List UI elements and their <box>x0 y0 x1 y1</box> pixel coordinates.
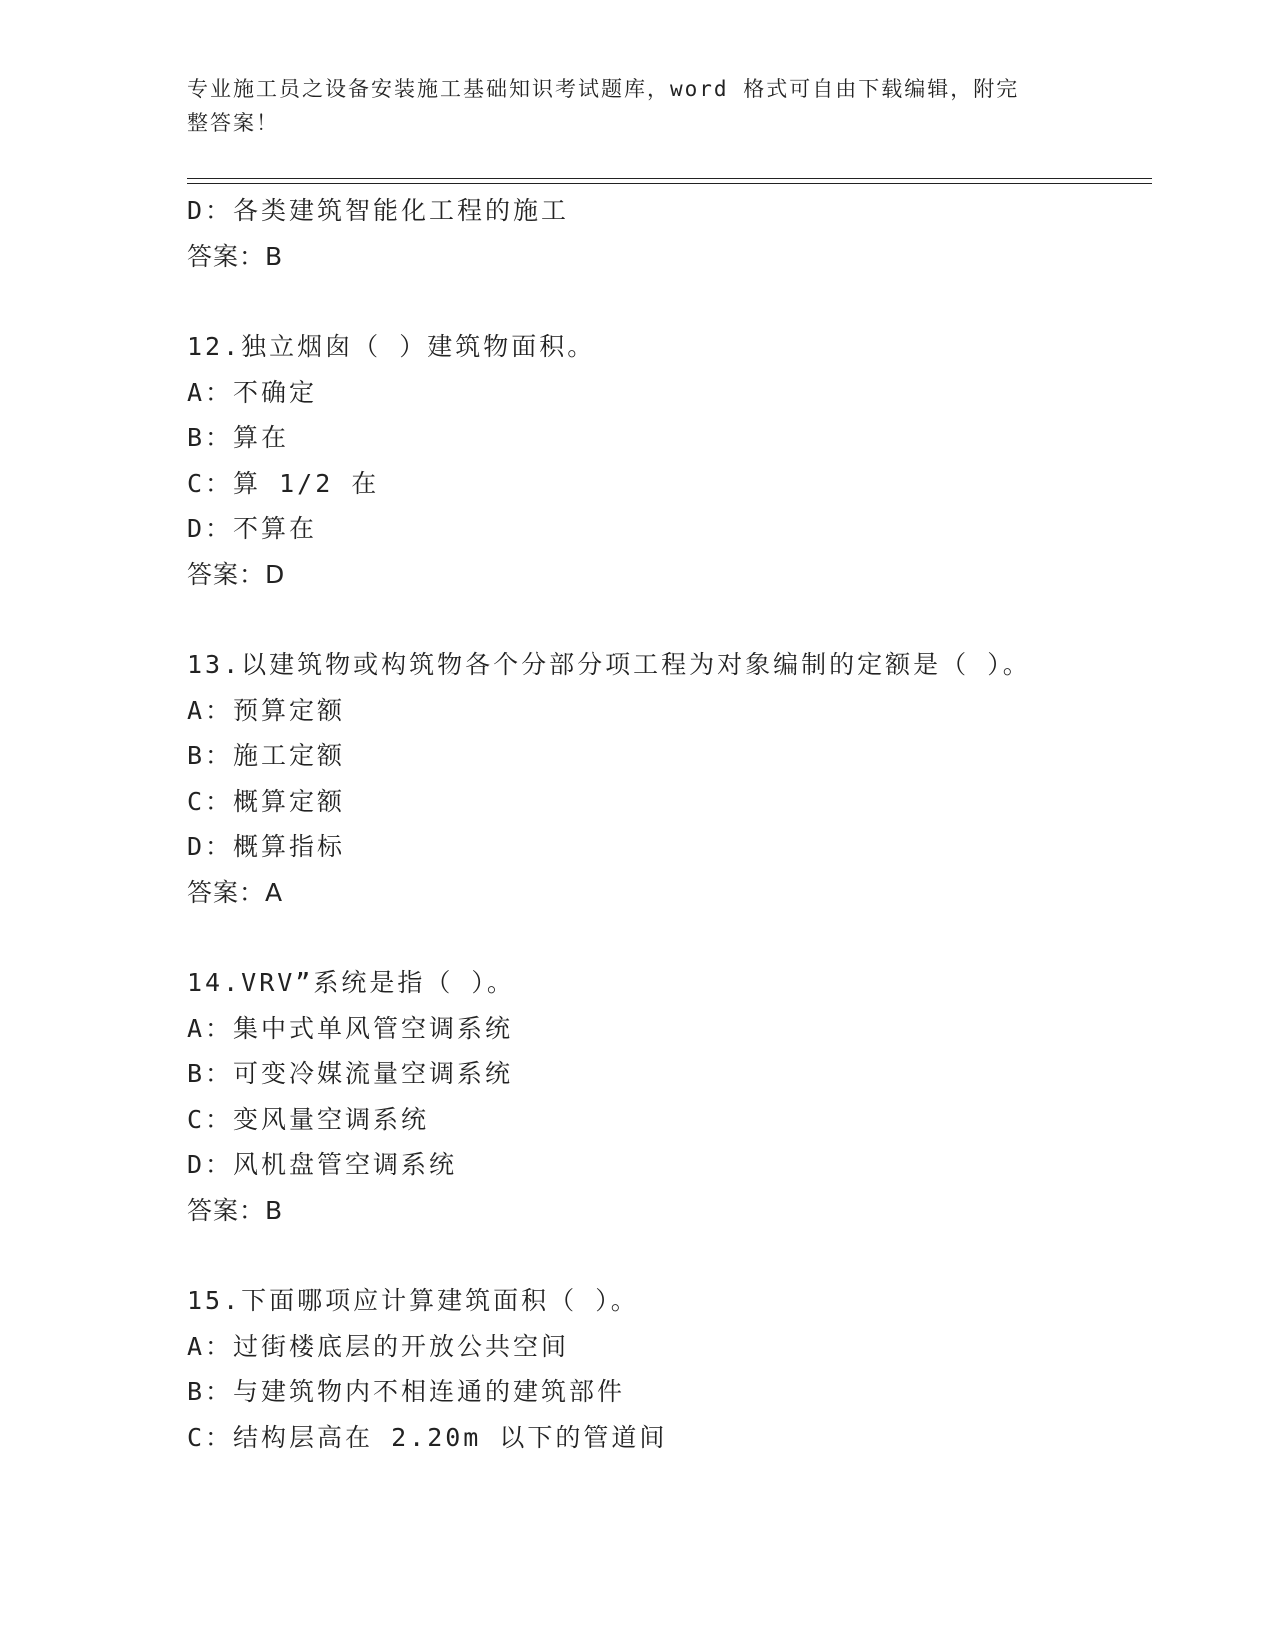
option-d: D：不算在 <box>187 514 318 543</box>
option-b: B：施工定额 <box>187 741 346 770</box>
answer-line: 答案：B <box>187 1195 284 1225</box>
header-line-1: 专业施工员之设备安装施工基础知识考试题库，word 格式可自由下载编辑，附完 <box>187 77 1020 101</box>
option-c: C：概算定额 <box>187 786 346 816</box>
option-b: B：与建筑物内不相连通的建筑部件 <box>187 1377 626 1406</box>
header-divider-top <box>187 178 1152 179</box>
option-b: B：可变冷媒流量空调系统 <box>187 1059 514 1088</box>
option-a: A：不确定 <box>187 377 318 407</box>
option-c: C：变风量空调系统 <box>187 1104 430 1134</box>
header-line-2: 整答案！ <box>187 111 279 135</box>
question-stem: 15.下面哪项应计算建筑面积（ ）。 <box>187 1286 639 1315</box>
option-a: A：预算定额 <box>187 695 346 725</box>
option-d: D：各类建筑智能化工程的施工 <box>187 196 570 225</box>
header-divider-bottom <box>187 183 1152 184</box>
option-d: D：风机盘管空调系统 <box>187 1150 458 1179</box>
answer-line: 答案：A <box>187 877 284 907</box>
answer-line: 答案：D <box>187 559 286 589</box>
option-c: C：算 1/2 在 <box>187 468 380 498</box>
question-stem: 14.VRV”系统是指（ ）。 <box>187 968 515 997</box>
question-stem: 12.独立烟囱（ ）建筑物面积。 <box>187 332 596 361</box>
option-a: A：集中式单风管空调系统 <box>187 1013 514 1043</box>
question-list <box>187 188 1147 1460</box>
option-b: B：算在 <box>187 423 290 452</box>
answer-line: 答案：B <box>187 241 284 271</box>
question-stem: 13.以建筑物或构筑物各个分部分项工程为对象编制的定额是（ ）。 <box>187 650 1031 679</box>
option-d: D：概算指标 <box>187 832 346 861</box>
option-c: C：结构层高在 2.20m 以下的管道间 <box>187 1422 668 1452</box>
document-header <box>187 72 1067 140</box>
option-a: A：过街楼底层的开放公共空间 <box>187 1331 570 1361</box>
